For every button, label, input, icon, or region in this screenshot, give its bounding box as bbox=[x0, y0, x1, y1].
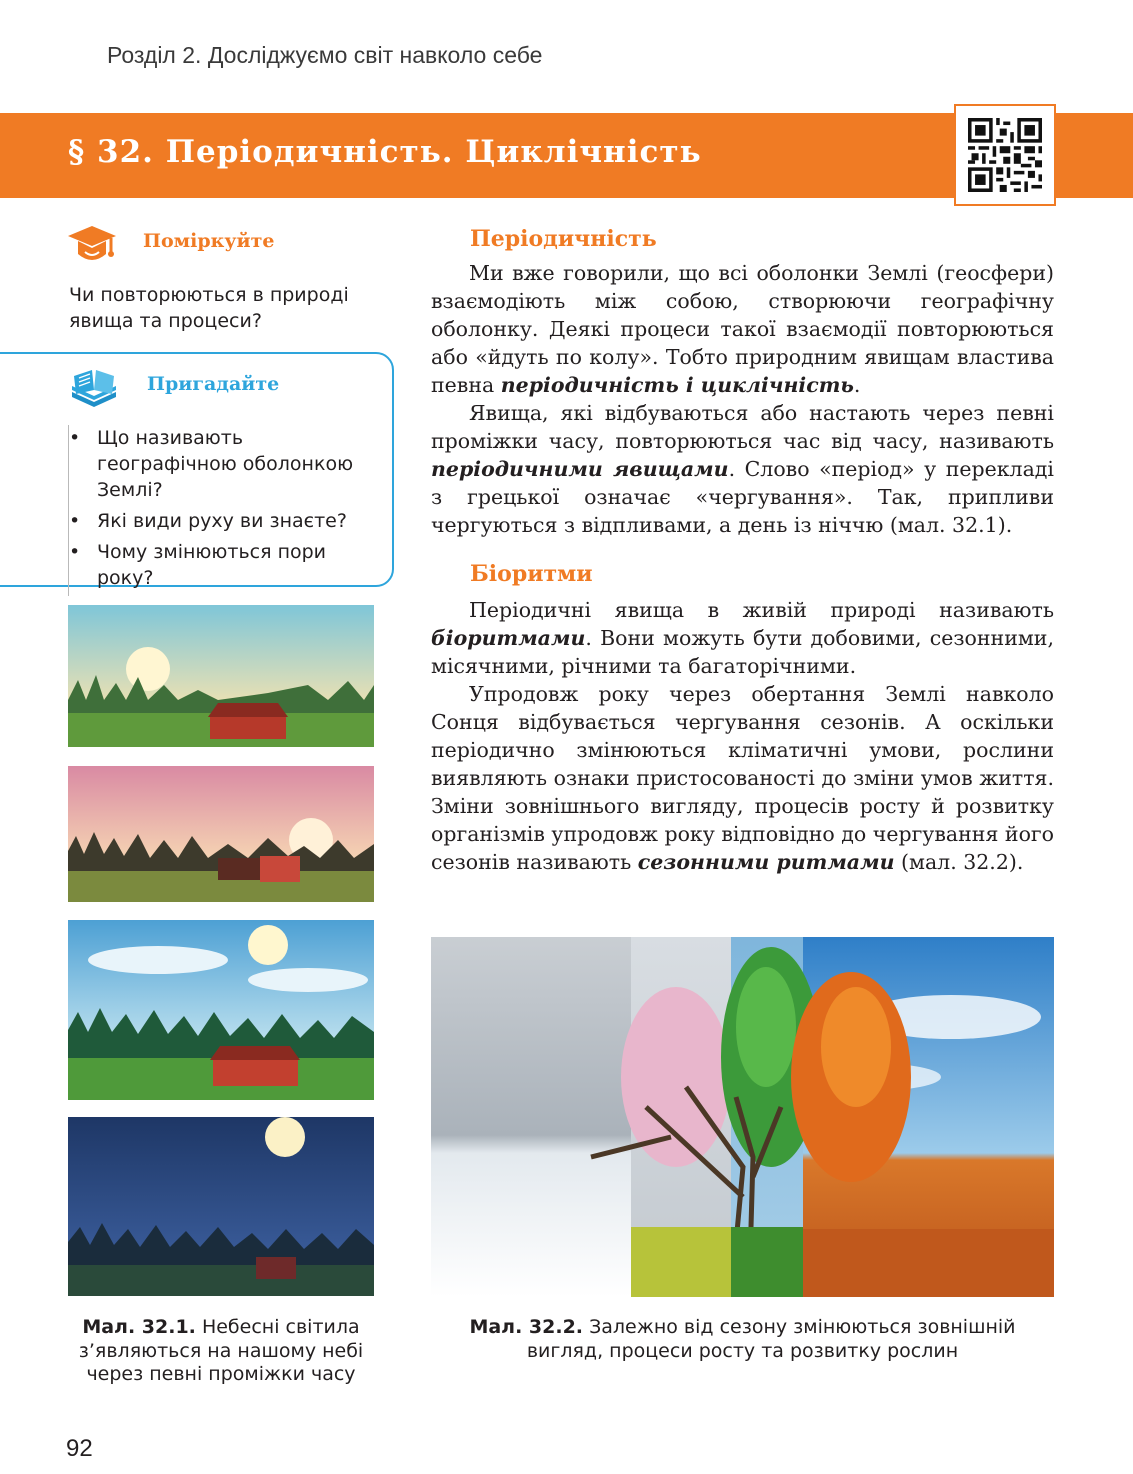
section-body bbox=[431, 596, 1054, 876]
list-item: • Чому змінюються пори року? bbox=[69, 539, 369, 591]
recall-heading: Пригадайте bbox=[147, 373, 280, 395]
qr-code[interactable] bbox=[954, 104, 1056, 206]
paragraph: Періодичні явища в живій природі називають біоритмами. Вони можуть бути добовими, сезонними, місячними, річними та багаторічними. bbox=[431, 598, 1054, 678]
evening-landscape-image bbox=[68, 766, 374, 902]
section-heading: Періодичність bbox=[470, 226, 657, 252]
think-question: Чи повторюються в природі явища та процеси? bbox=[69, 284, 349, 332]
section-body bbox=[431, 259, 1054, 539]
page-number: 92 bbox=[66, 1435, 93, 1462]
four-seasons-tree-image bbox=[431, 937, 1054, 1297]
figure-label: Мал. 32.2. bbox=[469, 1316, 584, 1338]
figure-text: Залежно від сезону змінюються зовнішній вигляд, процеси росту та розвитку рослин bbox=[526, 1316, 1016, 1362]
running-head: Розділ 2. Досліджуємо світ навколо себе bbox=[107, 42, 543, 68]
figure-32-1-caption bbox=[66, 1316, 376, 1387]
figure-32-2-caption bbox=[431, 1316, 1054, 1363]
think-heading: Поміркуйте bbox=[143, 230, 275, 252]
morning-landscape-image bbox=[68, 605, 374, 747]
books-icon bbox=[68, 366, 120, 408]
page-title: § 32. Періодичність. Циклічність bbox=[68, 134, 702, 170]
graduation-cap-icon bbox=[66, 224, 118, 264]
list-item: • Що називають географічною оболонкою Землі? bbox=[69, 425, 369, 503]
paragraph: Ми вже говорили, що всі оболонки Землі (геосфери) взаємодіють між собою, створюючи географічну оболонку. Деякі процеси такої взаємодії повторюються або «йдуть по колу». Тобто природним явищам властива певна періодичність і циклічність. bbox=[431, 261, 1054, 397]
day-landscape-image bbox=[68, 920, 374, 1100]
paragraph: Упродовж року через обертання Землі навколо Сонця відбувається чергування сезонів. А оскільки періодично змінюються кліматичні умови, рослини виявляють ознаки пристосованості до зміни умов життя. Зміни зовнішнього вигляду, процесів росту й розвитку організмів упродовж року відповідно до чергування його сезонів називають сезонними ритмами (мал. 32.2). bbox=[431, 682, 1054, 874]
recall-question-list bbox=[68, 425, 369, 596]
figure-text: Небесні світила з’являються на нашому небі через певні проміжки часу bbox=[78, 1316, 364, 1385]
paragraph: Явища, які відбуваються або настають через певні проміжки часу, повторюються час від часу, називають періодичними явищами. Слово «період» у перекладі з грецької означає «чергування». Так, припливи чергуються з відпливами, а день із ніччю (мал. 32.1). bbox=[431, 401, 1054, 537]
figure-label: Мал. 32.1. bbox=[82, 1316, 196, 1338]
list-item: • Які види руху ви знаєте? bbox=[69, 508, 369, 534]
qr-code-icon bbox=[968, 118, 1042, 192]
night-landscape-image bbox=[68, 1117, 374, 1296]
section-heading: Біоритми bbox=[470, 561, 593, 587]
